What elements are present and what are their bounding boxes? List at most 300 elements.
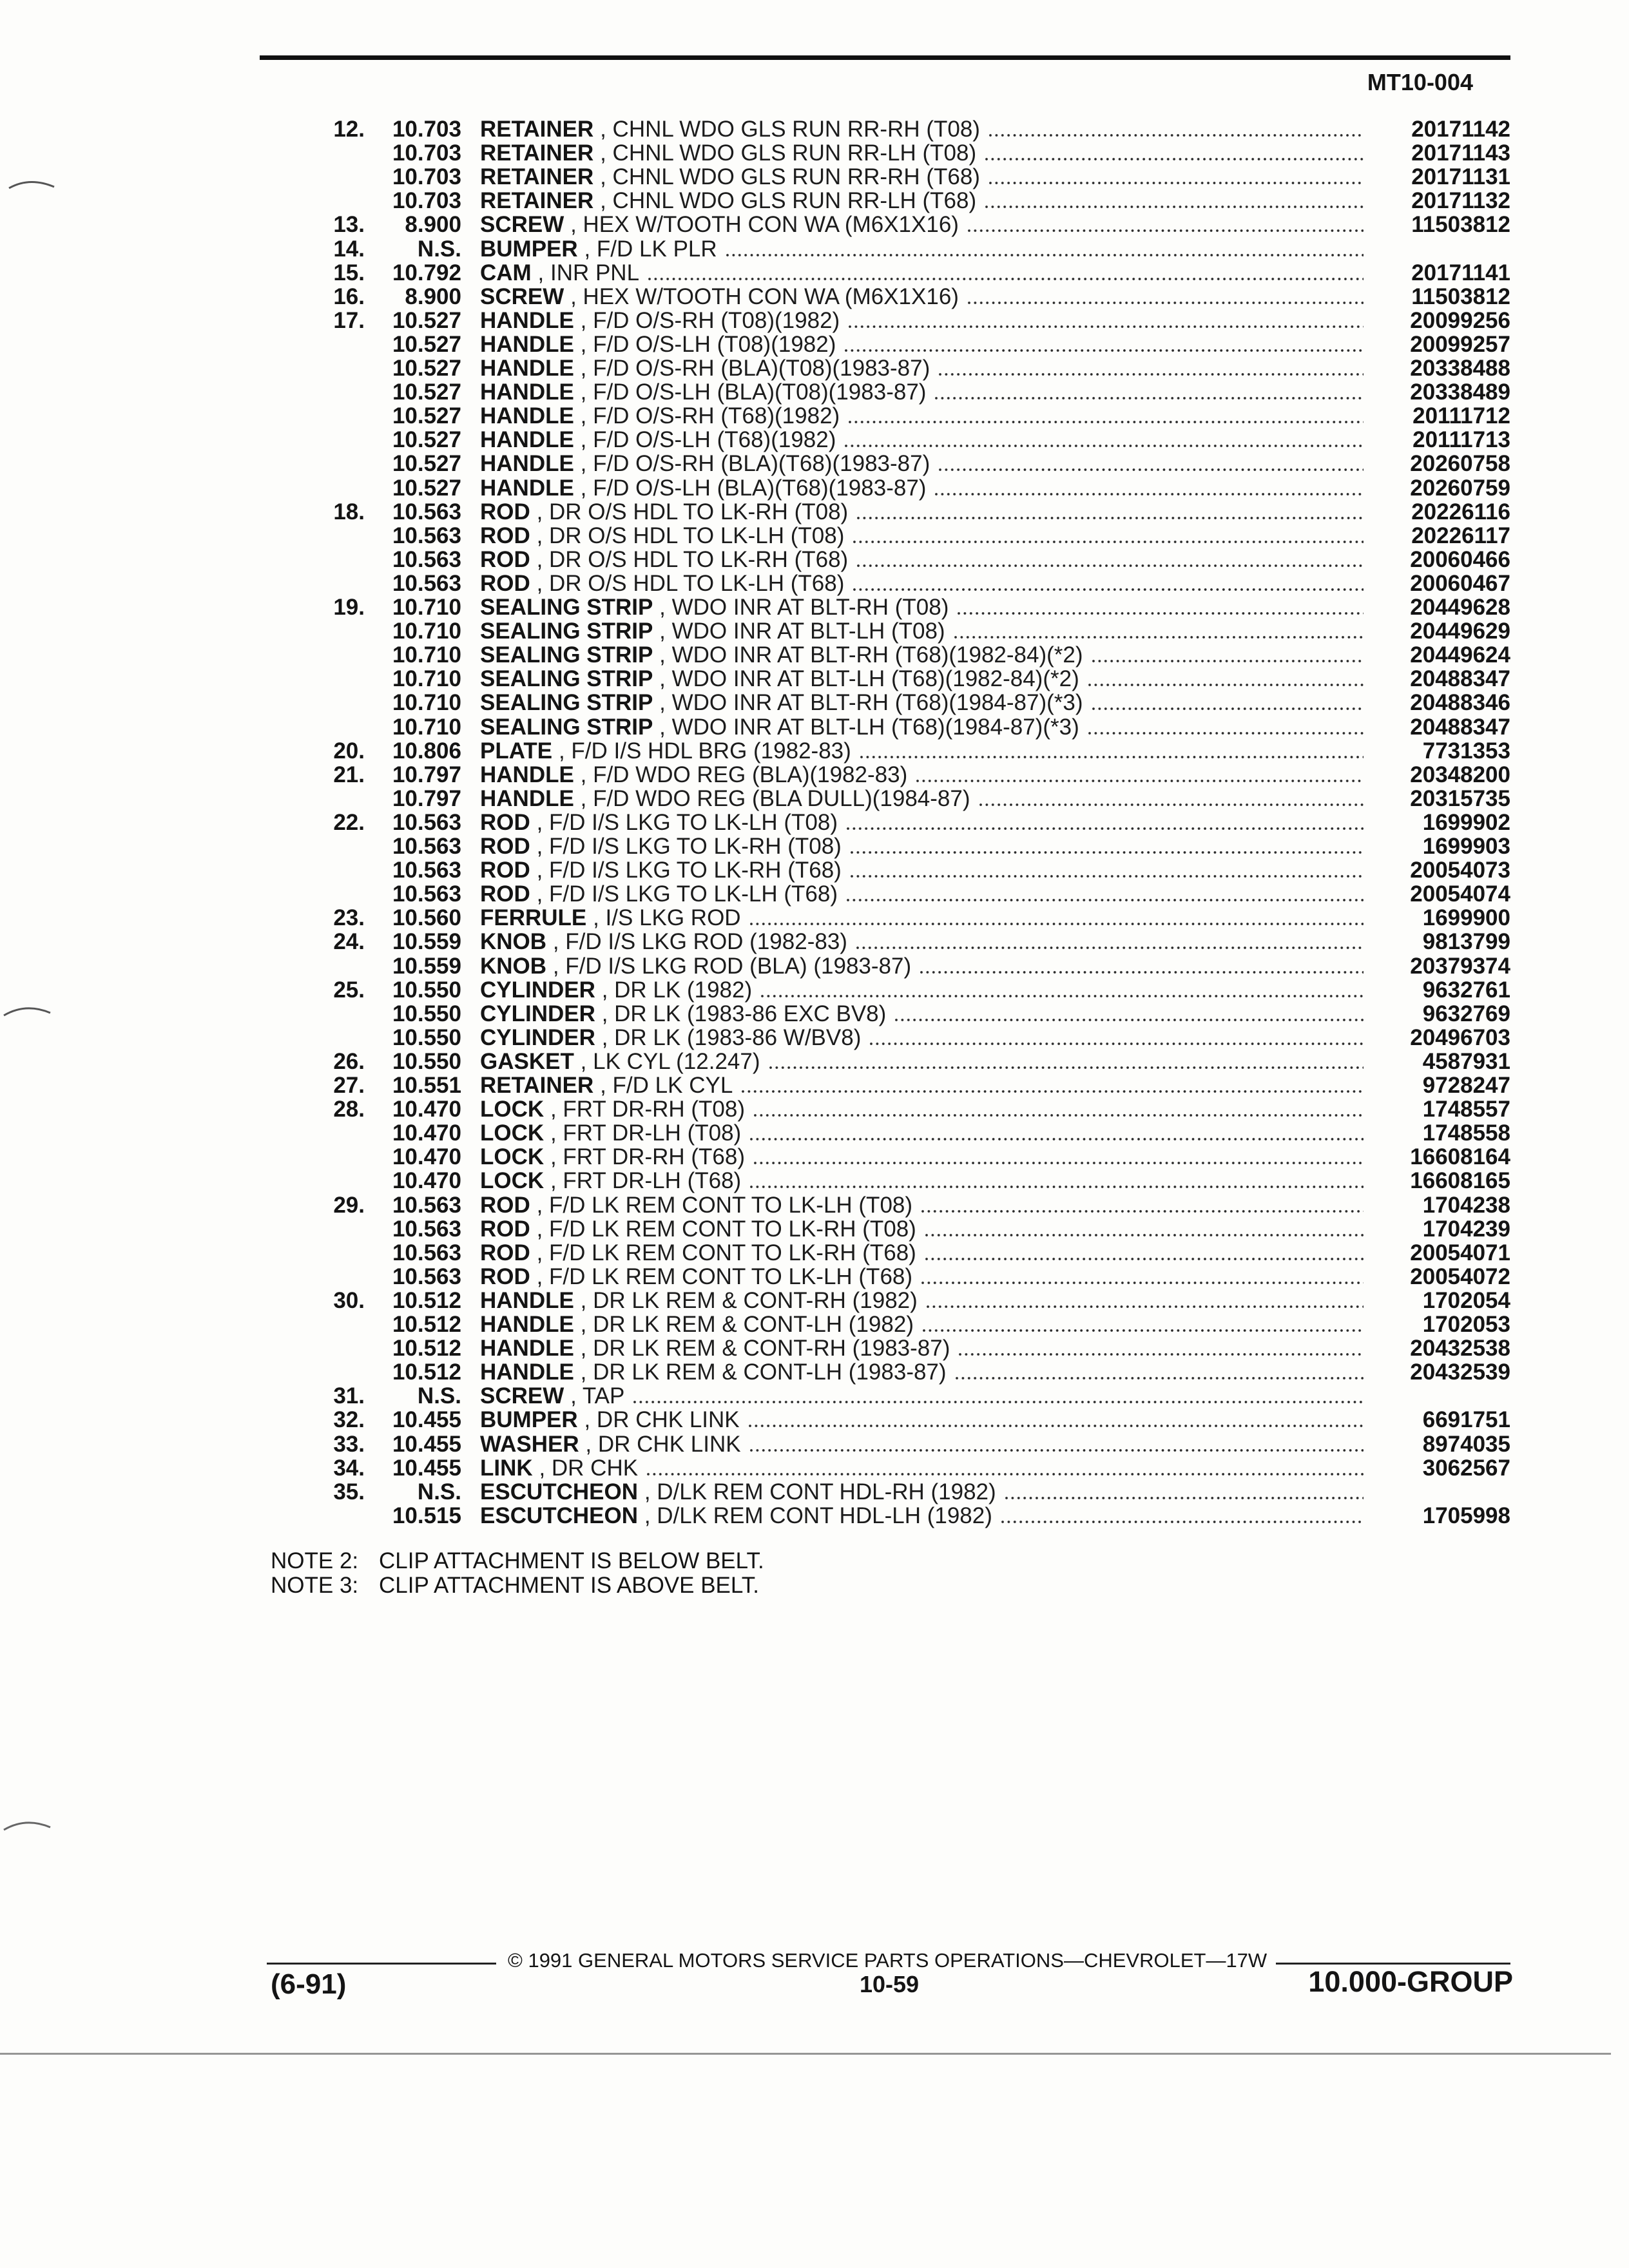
part-number: 20488347 <box>1410 666 1510 692</box>
dot-leader <box>754 1162 1364 1164</box>
copyright-text: © 1991 GENERAL MOTORS SERVICE PARTS OPERATIONS—CHEVROLET—17W <box>508 1949 1268 1972</box>
part-description: , F/D LK REM CONT TO LK-RH (T68) <box>536 1240 916 1265</box>
dot-leader <box>985 158 1364 160</box>
part-name: PLATE <box>480 738 553 764</box>
part-name: ROD <box>480 1264 530 1289</box>
part-description: , F/D LK CYL <box>600 1073 733 1098</box>
dot-leader <box>856 947 1364 949</box>
part-number: 1699902 <box>1422 809 1510 835</box>
part-number: 20060467 <box>1410 570 1510 596</box>
part-number: 20171142 <box>1411 117 1510 142</box>
group-number: 10.710 <box>392 666 461 692</box>
part-number: 20315735 <box>1410 785 1510 811</box>
dot-leader <box>849 325 1364 328</box>
part-name: HANDLE <box>480 380 574 405</box>
dot-leader <box>847 827 1364 830</box>
part-number: 1702053 <box>1422 1312 1510 1337</box>
part-number: 11503812 <box>1411 212 1510 238</box>
parts-row <box>0 667 1510 691</box>
parts-row <box>0 1026 1510 1050</box>
dot-leader <box>939 468 1364 471</box>
part-description: , F/D O/S-RH (BLA)(T08)(1983-87) <box>580 356 930 381</box>
dot-leader <box>921 1282 1364 1284</box>
parts-row <box>0 1169 1510 1193</box>
group-number: 10.550 <box>392 1001 461 1026</box>
parts-row <box>0 1265 1510 1289</box>
part-number: 9728247 <box>1422 1073 1510 1098</box>
group-number: 10.710 <box>392 595 461 620</box>
parts-row <box>0 811 1510 834</box>
dot-leader <box>750 1186 1364 1188</box>
part-number: 7731353 <box>1422 738 1510 764</box>
dot-leader <box>935 397 1364 399</box>
part-number: 4587931 <box>1422 1048 1510 1074</box>
dot-leader <box>754 1114 1364 1117</box>
group-number: 10.563 <box>392 834 461 859</box>
part-number: 20111713 <box>1412 427 1510 453</box>
part-name: FERRULE <box>480 905 587 931</box>
item-number: 26. <box>333 1048 365 1074</box>
part-description: , HEX W/TOOTH CON WA (M6X1X16) <box>570 212 959 238</box>
part-description: , F/D O/S-RH (T68)(1982) <box>580 403 840 429</box>
part-description: , WDO INR AT BLT-LH (T68)(1982-84)(*2) <box>659 666 1079 692</box>
part-name: HANDLE <box>480 307 574 333</box>
part-name: SEALING STRIP <box>480 690 653 716</box>
group-number: 8.900 <box>405 284 461 309</box>
part-number: 9632761 <box>1422 977 1510 1003</box>
part-number: 20226116 <box>1411 499 1510 524</box>
dot-leader <box>895 1019 1364 1021</box>
group-number: 10.703 <box>392 117 461 142</box>
part-description: , CHNL WDO GLS RUN RR-LH (T68) <box>600 188 977 214</box>
part-name: CYLINDER <box>480 977 595 1003</box>
part-description: , DR CHK LINK <box>585 1431 741 1457</box>
parts-row <box>0 261 1510 285</box>
part-name: SCREW <box>480 284 564 309</box>
part-number: 1748558 <box>1422 1120 1510 1146</box>
dot-leader <box>925 1234 1364 1236</box>
part-name: BUMPER <box>480 1407 578 1433</box>
item-number: 28. <box>333 1097 365 1122</box>
part-name: SEALING STRIP <box>480 666 653 692</box>
part-name: HANDLE <box>480 785 574 811</box>
part-description: , DR CHK <box>539 1455 639 1481</box>
group-number: 10.563 <box>392 523 461 548</box>
part-description: , HEX W/TOOTH CON WA (M6X1X16) <box>570 284 959 309</box>
part-name: HANDLE <box>480 331 574 357</box>
group-number: 10.527 <box>392 331 461 357</box>
group-number: 10.563 <box>392 546 461 572</box>
part-name: HANDLE <box>480 1287 574 1313</box>
part-name: GASKET <box>480 1048 574 1074</box>
parts-row <box>0 1073 1510 1097</box>
part-number: 20060466 <box>1410 546 1510 572</box>
part-name: CYLINDER <box>480 1001 595 1026</box>
part-description: , LK CYL (12.247) <box>580 1048 760 1074</box>
dot-leader <box>956 1377 1364 1379</box>
item-number: 34. <box>333 1455 365 1481</box>
part-name: LINK <box>480 1455 533 1481</box>
part-number: 20432539 <box>1410 1360 1510 1385</box>
part-description: , WDO INR AT BLT-RH (T08) <box>659 595 949 620</box>
parts-row <box>0 524 1510 548</box>
part-description: , F/D I/S LKG TO LK-LH (T08) <box>536 809 838 835</box>
parts-row <box>0 1097 1510 1121</box>
dot-leader <box>853 541 1364 543</box>
part-description: , DR LK (1983-86 EXC BV8) <box>601 1001 887 1026</box>
dot-leader <box>916 780 1364 782</box>
part-description: , WDO INR AT BLT-RH (T68)(1982-84)(*2) <box>659 642 1083 668</box>
group-number: 10.470 <box>392 1120 461 1146</box>
part-description: , F/D I/S HDL BRG (1982-83) <box>558 738 851 764</box>
note-label: NOTE 3: <box>271 1573 359 1598</box>
group-number: 10.806 <box>392 738 461 764</box>
part-name: HANDLE <box>480 762 574 787</box>
part-name: LOCK <box>480 1168 545 1194</box>
part-number: 16608164 <box>1410 1144 1510 1170</box>
dot-leader <box>968 229 1364 232</box>
part-name: LOCK <box>480 1120 545 1146</box>
part-name: HANDLE <box>480 427 574 453</box>
parts-row <box>0 1432 1510 1456</box>
part-description: , F/D O/S-RH (T08)(1982) <box>580 307 840 333</box>
parts-row <box>0 787 1510 811</box>
group-label: 10.000-GROUP <box>1308 1965 1513 1998</box>
item-number: 31. <box>333 1383 365 1409</box>
group-number: 10.563 <box>392 499 461 524</box>
parts-row <box>0 1241 1510 1265</box>
part-number: 20449628 <box>1410 595 1510 620</box>
parts-row <box>0 452 1510 476</box>
part-description: , F/D LK PLR <box>584 236 717 262</box>
item-number: 15. <box>333 260 365 285</box>
part-number: 9632769 <box>1422 1001 1510 1026</box>
part-number: 20171131 <box>1411 164 1510 190</box>
group-number: 10.703 <box>392 164 461 190</box>
parts-row <box>0 1480 1510 1504</box>
item-number: 16. <box>333 284 365 309</box>
part-number: 20111712 <box>1412 403 1510 429</box>
part-name: CAM <box>480 260 532 285</box>
group-number: 10.470 <box>392 1097 461 1122</box>
dot-leader <box>1088 732 1364 735</box>
part-name: KNOB <box>480 929 547 955</box>
part-name: LOCK <box>480 1144 545 1170</box>
part-number: 20496703 <box>1410 1024 1510 1050</box>
group-number: N.S. <box>417 1383 461 1409</box>
item-number: 13. <box>333 212 365 238</box>
parts-row <box>0 715 1510 739</box>
parts-row <box>0 428 1510 452</box>
part-description: , WDO INR AT BLT-LH (T68)(1984-87)(*3) <box>659 714 1079 740</box>
dot-leader <box>749 1425 1364 1427</box>
part-number: 20488346 <box>1410 690 1510 716</box>
part-description: , DR LK (1983-86 W/BV8) <box>601 1024 862 1050</box>
part-name: ROD <box>480 1216 530 1242</box>
part-name: ROD <box>480 1240 530 1265</box>
part-name: ROD <box>480 499 530 524</box>
part-number: 20171141 <box>1411 260 1510 285</box>
group-number: 10.559 <box>392 953 461 979</box>
parts-row <box>0 237 1510 261</box>
part-number: 8974035 <box>1422 1431 1510 1457</box>
part-number: 16608165 <box>1410 1168 1510 1194</box>
parts-row <box>0 189 1510 213</box>
part-description: , I/S LKG ROD <box>593 905 741 931</box>
dot-leader <box>750 1449 1364 1452</box>
parts-row <box>0 548 1510 572</box>
dot-leader <box>769 1066 1364 1069</box>
part-number: 20338488 <box>1410 356 1510 381</box>
item-number: 19. <box>333 595 365 620</box>
group-number: 10.710 <box>392 642 461 668</box>
parts-row <box>0 763 1510 787</box>
part-number: 1705998 <box>1422 1503 1510 1528</box>
parts-row <box>0 1336 1510 1360</box>
punch-hole-shadow-icon <box>0 174 58 193</box>
dot-leader <box>860 756 1364 758</box>
part-number: 20099257 <box>1410 331 1510 357</box>
part-name: HANDLE <box>480 356 574 381</box>
parts-row <box>0 1217 1510 1241</box>
parts-row <box>0 1408 1510 1432</box>
parts-row <box>0 691 1510 715</box>
group-number: 10.710 <box>392 714 461 740</box>
group-number: 10.563 <box>392 858 461 883</box>
parts-row <box>0 117 1510 141</box>
note-text: CLIP ATTACHMENT IS BELOW BELT. <box>379 1548 764 1573</box>
part-number: 20348200 <box>1410 762 1510 787</box>
group-number: 10.703 <box>392 188 461 214</box>
group-number: 10.703 <box>392 140 461 166</box>
dot-leader <box>845 349 1364 352</box>
dot-leader <box>851 851 1364 854</box>
part-number: 3062567 <box>1422 1455 1510 1481</box>
dot-leader <box>959 1353 1364 1356</box>
part-description: , F/D LK REM CONT TO LK-LH (T68) <box>536 1264 913 1289</box>
group-number: 10.797 <box>392 762 461 787</box>
group-number: 10.527 <box>392 380 461 405</box>
revision-date: (6-91) <box>271 1968 347 2000</box>
part-name: ESCUTCHEON <box>480 1503 639 1528</box>
part-name: SEALING STRIP <box>480 619 653 644</box>
part-number: 1704239 <box>1422 1216 1510 1242</box>
parts-row <box>0 858 1510 882</box>
group-number: 10.563 <box>392 570 461 596</box>
part-name: WASHER <box>480 1431 579 1457</box>
group-number: 10.470 <box>392 1168 461 1194</box>
part-number: 20054071 <box>1410 1240 1510 1265</box>
parts-row <box>0 882 1510 906</box>
footer-rule-left <box>267 1963 496 1965</box>
part-description: , DR O/S HDL TO LK-LH (T08) <box>536 523 845 548</box>
item-number: 23. <box>333 905 365 931</box>
parts-row <box>0 643 1510 667</box>
parts-row <box>0 1121 1510 1145</box>
group-number: 10.559 <box>392 929 461 955</box>
parts-row <box>0 309 1510 332</box>
part-name: RETAINER <box>480 117 594 142</box>
parts-row <box>0 1193 1510 1217</box>
part-name: HANDLE <box>480 451 574 477</box>
dot-leader <box>648 278 1364 280</box>
part-name: SCREW <box>480 1383 564 1409</box>
part-description: , F/D I/S LKG TO LK-LH (T68) <box>536 881 838 907</box>
dot-leader <box>857 517 1364 519</box>
group-number: 10.527 <box>392 307 461 333</box>
group-number: 10.455 <box>392 1455 461 1481</box>
part-name: ROD <box>480 546 530 572</box>
note-text: CLIP ATTACHMENT IS ABOVE BELT. <box>379 1573 759 1598</box>
dot-leader <box>847 899 1364 901</box>
dot-leader <box>979 803 1364 806</box>
parts-row <box>0 739 1510 763</box>
part-name: BUMPER <box>480 236 578 262</box>
dot-leader <box>742 1090 1364 1093</box>
parts-row <box>0 1002 1510 1026</box>
part-name: RETAINER <box>480 140 594 166</box>
dot-leader <box>985 206 1364 208</box>
parts-row <box>0 1312 1510 1336</box>
group-number: 10.563 <box>392 809 461 835</box>
part-name: KNOB <box>480 953 547 979</box>
dot-leader <box>921 1210 1364 1213</box>
group-number: 10.512 <box>392 1360 461 1385</box>
dot-leader <box>920 971 1364 974</box>
part-description: , DR LK REM & CONT-LH (1982) <box>580 1312 914 1337</box>
parts-row <box>0 595 1510 619</box>
parts-row <box>0 572 1510 595</box>
group-number: 10.710 <box>392 690 461 716</box>
group-number: 10.563 <box>392 1192 461 1218</box>
part-name: SEALING STRIP <box>480 595 653 620</box>
part-name: ROD <box>480 523 530 548</box>
part-number: 20054073 <box>1410 858 1510 883</box>
parts-row <box>0 213 1510 236</box>
part-description: , F/D O/S-LH (BLA)(T08)(1983-87) <box>580 380 927 405</box>
part-description: , F/D O/S-RH (BLA)(T68)(1983-87) <box>580 451 930 477</box>
part-name: HANDLE <box>480 1312 574 1337</box>
parts-row <box>0 1050 1510 1073</box>
item-number: 25. <box>333 977 365 1003</box>
part-description: , F/D I/S LKG ROD (1982-83) <box>552 929 847 955</box>
part-description: , DR O/S HDL TO LK-LH (T68) <box>536 570 845 596</box>
part-description: , INR PNL <box>537 260 640 285</box>
group-number: 10.550 <box>392 977 461 1003</box>
dot-leader <box>989 182 1364 184</box>
part-number: 20260759 <box>1410 475 1510 501</box>
note <box>0 1549 1031 1573</box>
item-number: 24. <box>333 929 365 955</box>
dot-leader <box>1005 1497 1364 1499</box>
part-description: , F/D O/S-LH (T08)(1982) <box>580 331 836 357</box>
group-number: 10.792 <box>392 260 461 285</box>
part-name: SCREW <box>480 212 564 238</box>
part-number: 20488347 <box>1410 714 1510 740</box>
part-description: , F/D WDO REG (BLA)(1982-83) <box>580 762 908 787</box>
dot-leader <box>935 493 1364 495</box>
dot-leader <box>857 564 1364 567</box>
part-description: , DR LK REM & CONT-RH (1982) <box>580 1287 918 1313</box>
part-name: ROD <box>480 809 530 835</box>
part-description: , WDO INR AT BLT-LH (T08) <box>659 619 945 644</box>
parts-row <box>0 404 1510 428</box>
part-description: , F/D I/S LKG TO LK-RH (T68) <box>536 858 842 883</box>
part-number: 20226117 <box>1411 523 1510 548</box>
part-description: , F/D LK REM CONT TO LK-LH (T08) <box>536 1192 913 1218</box>
group-number: 10.515 <box>392 1503 461 1528</box>
part-description: , F/D LK REM CONT TO LK-RH (T08) <box>536 1216 916 1242</box>
part-name: SEALING STRIP <box>480 642 653 668</box>
part-number: 20171132 <box>1411 188 1510 214</box>
item-number: 22. <box>333 809 365 835</box>
part-description: , TAP <box>570 1383 625 1409</box>
part-description: , DR LK REM & CONT-LH (1983-87) <box>580 1360 947 1385</box>
dot-leader <box>1088 684 1364 686</box>
group-number: 8.900 <box>405 212 461 238</box>
part-description: , WDO INR AT BLT-RH (T68)(1984-87)(*3) <box>659 690 1083 716</box>
part-name: RETAINER <box>480 1073 594 1098</box>
dot-leader <box>958 612 1364 615</box>
part-name: HANDLE <box>480 1336 574 1361</box>
dot-leader <box>1092 660 1364 662</box>
part-name: HANDLE <box>480 475 574 501</box>
part-name: SEALING STRIP <box>480 714 653 740</box>
part-name: ESCUTCHEON <box>480 1479 639 1504</box>
parts-row <box>0 476 1510 500</box>
group-number: 10.470 <box>392 1144 461 1170</box>
part-number: 20432538 <box>1410 1336 1510 1361</box>
parts-row <box>0 930 1510 954</box>
part-number: 20379374 <box>1410 953 1510 979</box>
part-name: RETAINER <box>480 164 594 190</box>
part-name: CYLINDER <box>480 1024 595 1050</box>
group-number: 10.710 <box>392 619 461 644</box>
part-description: , F/D WDO REG (BLA DULL)(1984-87) <box>580 785 970 811</box>
item-number: 12. <box>333 117 365 142</box>
parts-row <box>0 1384 1510 1408</box>
part-description: , FRT DR-LH (T08) <box>550 1120 742 1146</box>
group-number: 10.560 <box>392 905 461 931</box>
group-number: 10.550 <box>392 1048 461 1074</box>
part-number: 20054072 <box>1410 1264 1510 1289</box>
dot-leader <box>647 1473 1364 1475</box>
dot-leader <box>761 995 1364 997</box>
part-name: HANDLE <box>480 403 574 429</box>
group-number: 10.527 <box>392 451 461 477</box>
group-number: N.S. <box>417 236 461 262</box>
part-number: 6691751 <box>1422 1407 1510 1433</box>
parts-row <box>0 834 1510 858</box>
part-number: 20054074 <box>1410 881 1510 907</box>
dot-leader <box>750 1138 1364 1140</box>
dot-leader <box>853 588 1364 591</box>
group-number: 10.563 <box>392 1216 461 1242</box>
parts-row <box>0 1289 1510 1312</box>
part-description: , F/D O/S-LH (BLA)(T68)(1983-87) <box>580 475 927 501</box>
parts-row <box>0 500 1510 524</box>
part-number: 1748557 <box>1422 1097 1510 1122</box>
part-number: 20171143 <box>1411 140 1510 166</box>
part-description: , DR O/S HDL TO LK-RH (T08) <box>536 499 849 524</box>
parts-row <box>0 1456 1510 1480</box>
group-number: 10.563 <box>392 1264 461 1289</box>
part-description: , DR O/S HDL TO LK-RH (T68) <box>536 546 849 572</box>
page-number: 10-59 <box>859 1971 920 1997</box>
parts-row <box>0 332 1510 356</box>
parts-row <box>0 1360 1510 1384</box>
group-number: 10.550 <box>392 1024 461 1050</box>
